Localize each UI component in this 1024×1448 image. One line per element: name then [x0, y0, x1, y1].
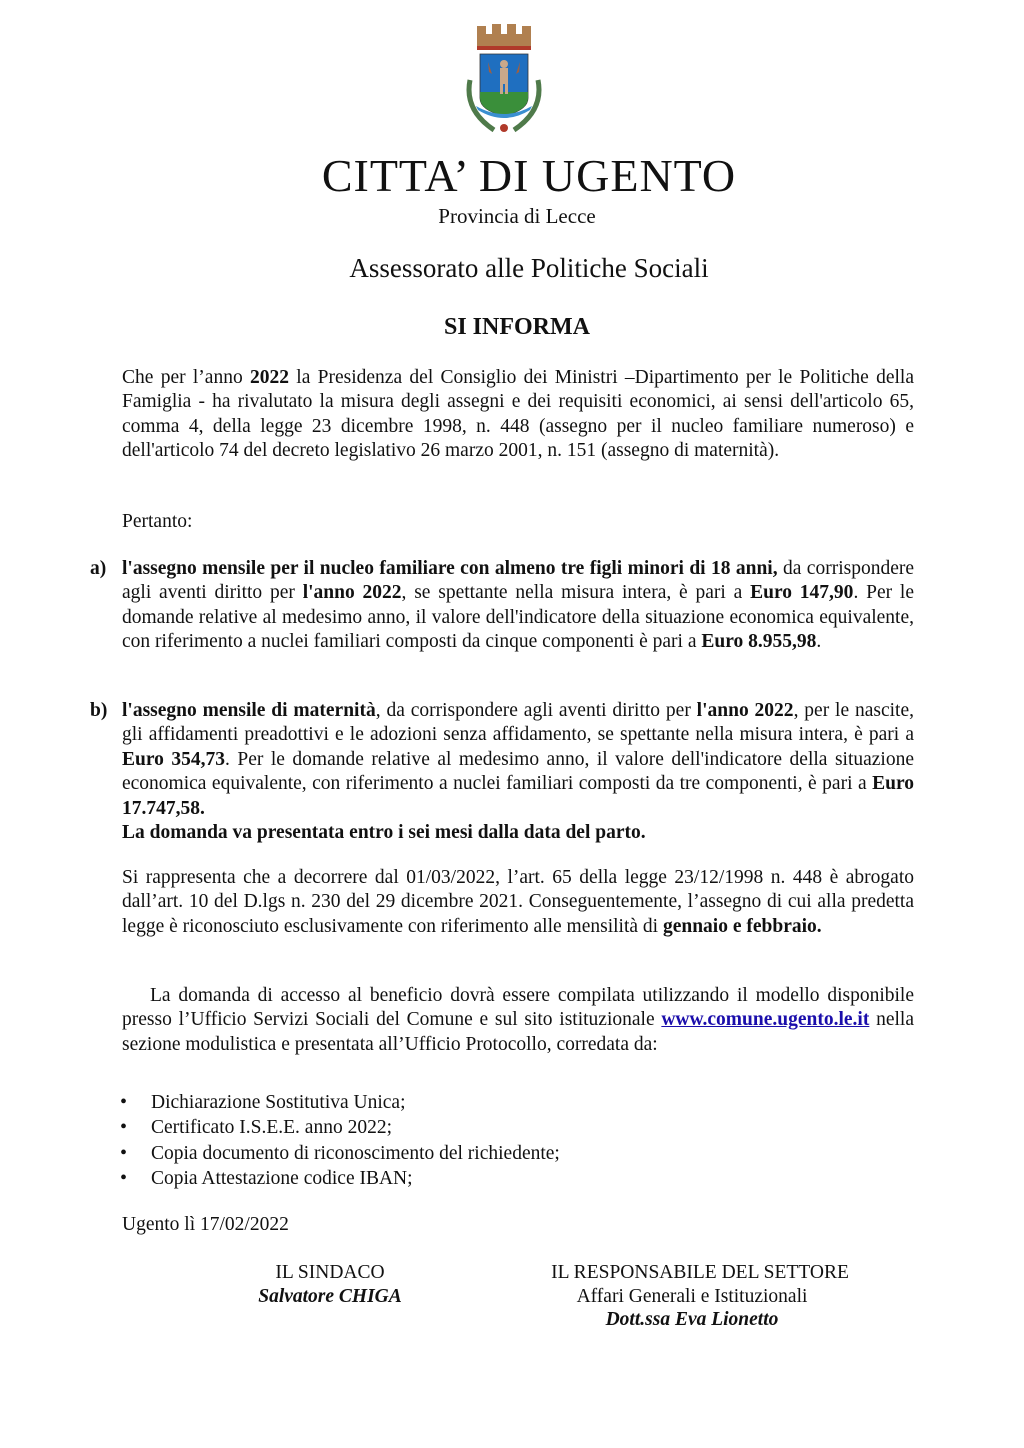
- province-subtitle: Provincia di Lecce: [438, 204, 596, 228]
- list-item-a: a) l'assegno mensile per il nucleo familiare con almeno tre figli minori di 18 anni, da corrispondere agli aventi diritto per l'anno 2022, se spettante nella misura intera, è pari a Euro 147,90. Per le domande relative al medesimo anno, il valore dell'indicatore della situazione economica equivalente, con riferimento a nuclei familiari composti da cinque componenti è pari a Euro 8.955,98.: [90, 558, 914, 653]
- pertanto-text: Pertanto:: [122, 511, 193, 532]
- abrogation-paragraph: Si rappresenta che a decorrere dal 01/03/2022, l’art. 65 della legge 23/12/1998 n. 448 è abrogato dall’art. 10 del D.lgs n. 230 del 29 dicembre 2021. Conseguentemente, l’assegno di cui alla predetta legge è riconosciuto esclusivamente con riferimento alle mensilità di gennaio e febbraio.: [122, 867, 914, 937]
- document-item: • Copia Attestazione codice IBAN;: [118, 1166, 560, 1191]
- municipality-website-link[interactable]: www.comune.ugento.le.it: [661, 1009, 870, 1031]
- manager-signature: [520, 1261, 880, 1332]
- city-title: CITTA’ DI UGENTO: [321, 150, 737, 201]
- date-line: Ugento lì 17/02/2022: [122, 1214, 289, 1235]
- item-marker: a): [90, 558, 107, 579]
- notice-heading: SI INFORMA: [443, 314, 590, 340]
- deadline-note: La domanda va presentata entro i sei mesi dalla data del parto.: [122, 822, 646, 844]
- mayor-name: Salvatore CHIGA: [258, 1285, 402, 1307]
- mayor-title: IL SINDACO: [275, 1262, 385, 1283]
- intro-paragraph: Che per l’anno 2022 la Presidenza del Consiglio dei Ministri –Dipartimento per le Politiche della Famiglia - ha rivalutato la misura degli assegni e dei requisiti economici, ai sensi dell'articolo 65, comma 4, della legge 23 dicembre 1998, n. 448 (assegno per il nucleo familiare numeroso) e dell'articolo 74 del decreto legislativo 26 marzo 2001, n. 151 (assegno di maternità).: [122, 367, 914, 462]
- list-item-b: b) l'assegno mensile di maternità, da corrispondere agli aventi diritto per l'anno 2022, per le nascite, gli affidamenti preadottivi e le adozioni senza affidamento, se spettante nella misura intera, è pari a Euro 354,73. Per le domande relative al medesimo anno, il valore dell'indicatore della situazione economica equivalente, con riferimento a nuclei familiari composti da tre componenti, è pari a Euro 17.747,58. La domanda va presentata entro i sei mesi dalla data del parto.: [90, 700, 914, 844]
- document-item: • Dichiarazione Sostitutiva Unica;: [118, 1090, 560, 1115]
- manager-title: IL RESPONSABILE DEL SETTORE: [551, 1262, 849, 1283]
- item-marker: b): [90, 700, 108, 721]
- document-item: • Certificato I.S.E.E. anno 2022;: [118, 1115, 560, 1140]
- required-documents-list: [118, 1090, 560, 1191]
- coat-of-arms-icon: [444, 20, 564, 140]
- mayor-signature: [230, 1261, 430, 1308]
- department-title: Assessorato alle Politiche Sociali: [349, 253, 709, 283]
- manager-name: Dott.ssa Eva Lionetto: [605, 1309, 779, 1330]
- application-paragraph: La domanda di accesso al beneficio dovrà essere compilata utilizzando il modello disponibile presso l’Ufficio Servizi Sociali del Comune e sul sito istituzionale www.comune.ugento.le.it nella sezione modulistica e presentata all’Ufficio Protocollo, corredata da:: [122, 985, 914, 1055]
- document-item: • Copia documento di riconoscimento del richiedente;: [118, 1141, 560, 1166]
- manager-office: Affari Generali e Istituzionali: [576, 1285, 808, 1307]
